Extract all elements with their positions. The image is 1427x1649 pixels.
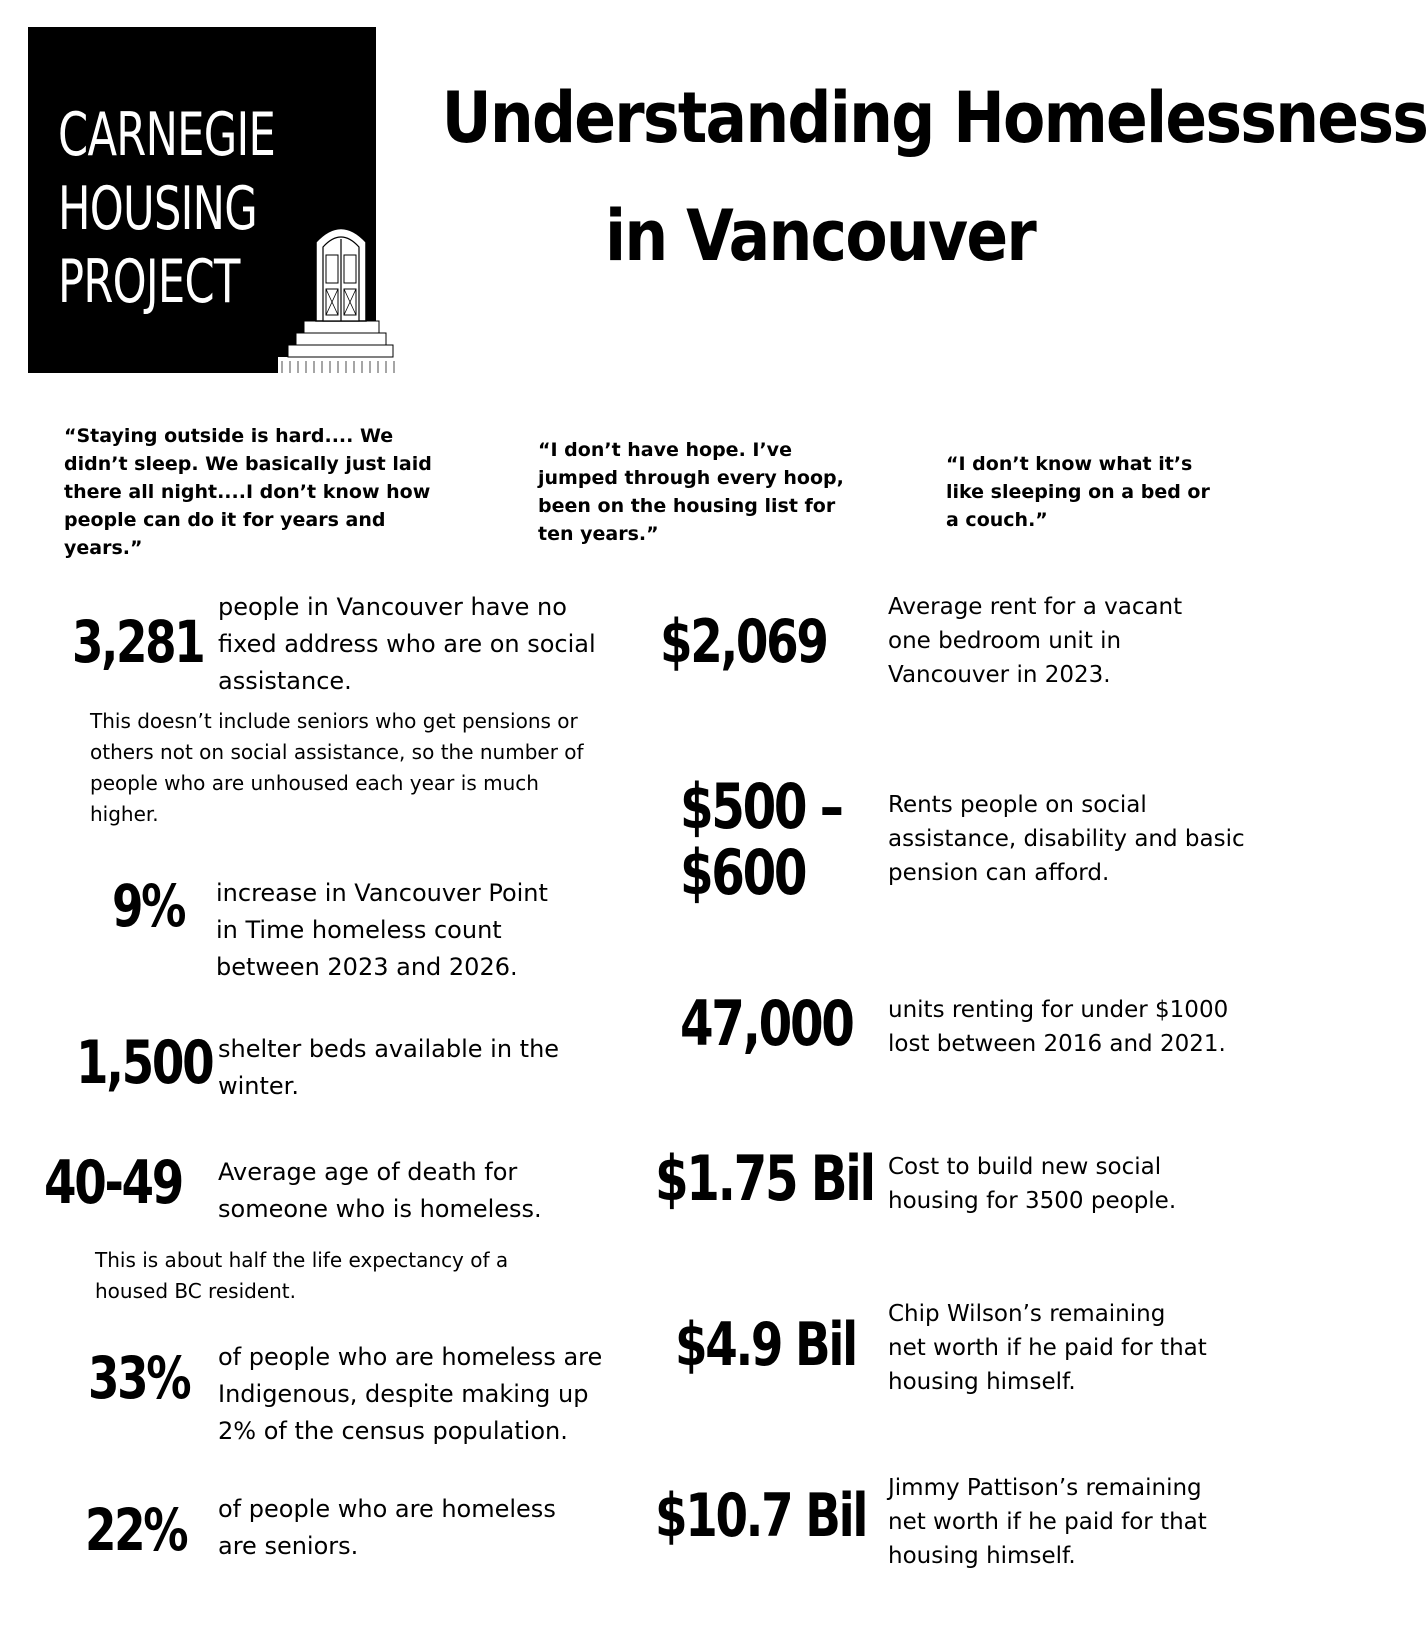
page-title-line-2: in Vancouver (604, 195, 1036, 277)
quote-3: “I don’t know what it’s like sleeping on a bed or a couch.” (946, 453, 1210, 531)
quote-2: “I don’t have hope. I’ve jumped through every hoop, been on the housing list for ten years.” (538, 439, 844, 545)
stat-desc-shelter-beds: shelter beds available in the winter. (218, 1035, 560, 1100)
stat-desc-seniors: of people who are homeless are seniors. (218, 1495, 556, 1560)
stat-note-age-of-death: This is about half the life expectancy of a housed BC resident. (95, 1248, 509, 1303)
stat-desc-affordable-rent: Rents people on social assistance, disability and basic pension can afford. (888, 792, 1245, 886)
stat-desc-average-rent: Average rent for a vacant one bedroom unit in Vancouver in 2023. (888, 594, 1183, 688)
logo-line-2: HOUSING (58, 174, 258, 244)
stat-desc-chip-wilson: Chip Wilson’s remaining net worth if he paid for that housing himself. (888, 1301, 1207, 1395)
quote-1: “Staying outside is hard.... We didn’t sleep. We basically just laid there all night....I don’t know how people can do it for years and years.” (64, 425, 432, 559)
stat-value-affordable-rent-line-2: $600 (680, 836, 806, 909)
stat-value-jimmy-pattison: $10.7 Bil (655, 1481, 867, 1551)
stat-value-average-rent: $2,069 (660, 607, 827, 677)
stat-desc-units-lost: units renting for under $1000 lost between 2016 and 2021. (888, 997, 1229, 1057)
stat-value-units-lost: 47,000 (680, 987, 853, 1060)
stat-desc-no-fixed-address: people in Vancouver have no fixed address who are on social assistance. (218, 593, 596, 695)
stat-desc-homeless-count-increase: increase in Vancouver Point in Time homeless count between 2023 and 2026. (216, 879, 548, 981)
stat-value-chip-wilson: $4.9 Bil (675, 1310, 856, 1380)
stat-value-shelter-beds: 1,500 (76, 1028, 213, 1098)
stat-value-affordable-rent-line-1: $500 – (680, 770, 842, 843)
carnegie-housing-project-logo (28, 27, 376, 373)
logo-line-1: CARNEGIE (58, 100, 276, 170)
stat-value-seniors: 22% (85, 1496, 187, 1564)
stat-note-no-fixed-address: This doesn’t include seniors who get pensions or others not on social assistance, so the number of people who are unhoused each year is much higher. (90, 709, 584, 826)
stat-value-homeless-count-increase: 9% (112, 872, 185, 940)
stat-value-no-fixed-address: 3,281 (72, 608, 204, 676)
stat-value-social-housing-cost: $1.75 Bil (655, 1142, 874, 1215)
stat-desc-age-of-death: Average age of death for someone who is homeless. (218, 1158, 542, 1223)
stat-desc-jimmy-pattison: Jimmy Pattison’s remaining net worth if he paid for that housing himself. (888, 1475, 1207, 1569)
building-door-illustration (278, 217, 403, 373)
logo-line-3: PROJECT (58, 247, 240, 317)
stat-value-age-of-death: 40-49 (44, 1148, 182, 1218)
stat-desc-social-housing-cost: Cost to build new social housing for 3500 people. (888, 1154, 1177, 1214)
page-title-line-1: Understanding Homelessness (441, 77, 1427, 159)
stat-value-indigenous: 33% (88, 1344, 190, 1412)
stat-desc-indigenous: of people who are homeless are Indigenous, despite making up 2% of the census population. (218, 1343, 603, 1445)
